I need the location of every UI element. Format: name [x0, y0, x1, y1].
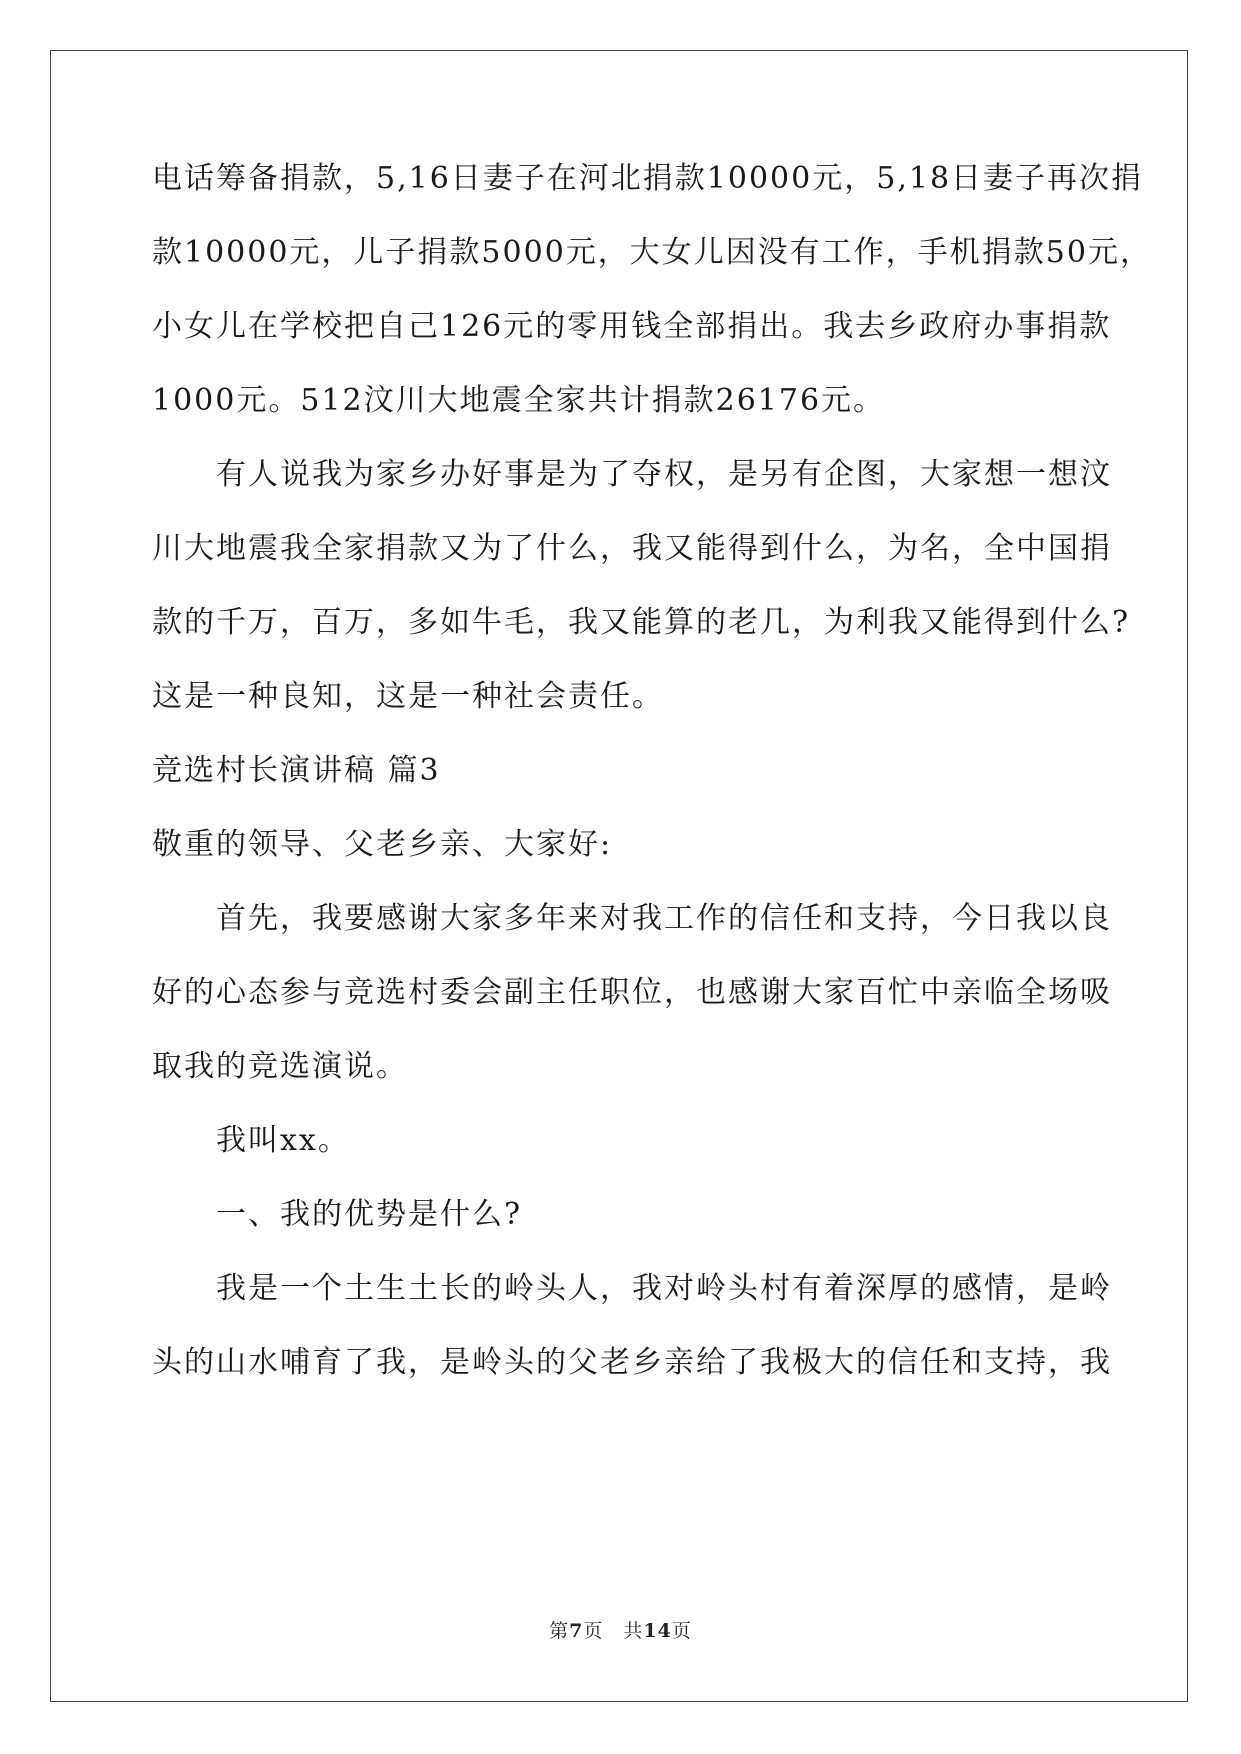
- text-line: 电话筹备捐款，5,16日妻子在河北捐款10000元，5,18日妻子再次捐: [152, 161, 1144, 196]
- footer-suffix: 页: [671, 1620, 692, 1642]
- total-pages-number: 14: [643, 1620, 672, 1642]
- text-line: 我叫xx。: [152, 1123, 350, 1158]
- text-line: 有人说我为家乡办好事是为了夺权，是另有企图，大家想一想汶: [152, 457, 1112, 492]
- section-heading: 竞选村长演讲稿 篇3: [152, 753, 441, 788]
- page-border: [50, 50, 1188, 1702]
- subheading: 一、我的优势是什么?: [152, 1197, 523, 1232]
- text-line: 取我的竞选演说。: [152, 1049, 408, 1084]
- current-page-number: 7: [569, 1620, 584, 1642]
- text-line: 小女儿在学校把自己126元的零用钱全部捐出。我去乡政府办事捐款: [152, 309, 1112, 344]
- text-line: 款10000元，儿子捐款5000元，大女儿因没有工作，手机捐款50元，: [152, 235, 1152, 270]
- text-line: 头的山水哺育了我，是岭头的父老乡亲给了我极大的信任和支持，我: [152, 1345, 1112, 1380]
- text-line: 这是一种良知，这是一种社会责任。: [152, 679, 664, 714]
- text-line: 我是一个土生土长的岭头人，我对岭头村有着深厚的感情，是岭: [152, 1271, 1112, 1306]
- footer-middle: 页 共: [583, 1620, 644, 1642]
- text-line: 川大地震我全家捐款又为了什么，我又能得到什么，为名，全中国捐: [152, 531, 1112, 566]
- text-line: 款的千万，百万，多如牛毛，我又能算的老几，为利我又能得到什么?: [152, 605, 1131, 640]
- page-footer: [0, 1619, 1241, 1643]
- text-line: 好的心态参与竞选村委会副主任职位，也感谢大家百忙中亲临全场吸: [152, 975, 1112, 1010]
- text-line: 1000元。512汶川大地震全家共计捐款26176元。: [152, 383, 886, 418]
- salutation: 敬重的领导、父老乡亲、大家好:: [152, 827, 613, 862]
- footer-prefix: 第: [549, 1620, 570, 1642]
- text-line: 首先，我要感谢大家多年来对我工作的信任和支持，今日我以良: [152, 901, 1112, 936]
